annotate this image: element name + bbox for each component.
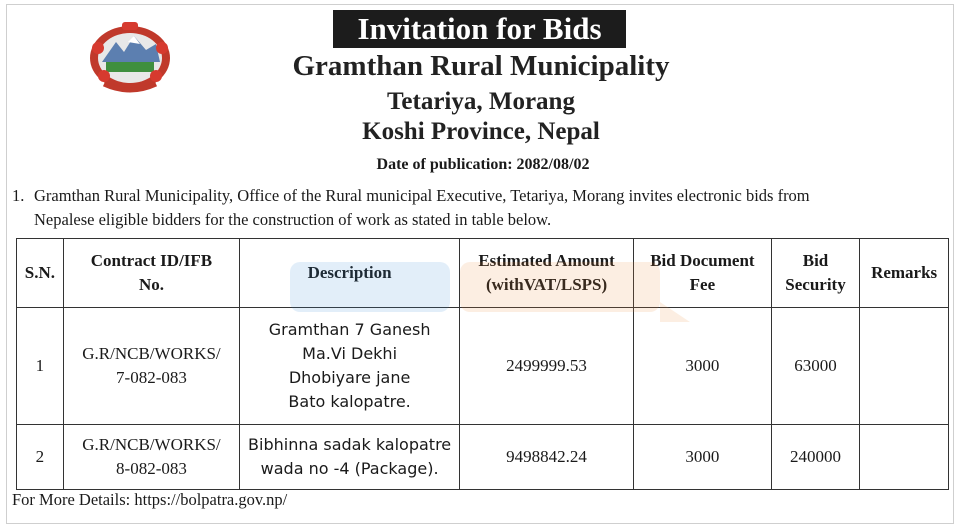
cell-fee: 3000: [634, 308, 772, 425]
table-row: [17, 308, 949, 425]
header-contract-id-line2: No.: [138, 275, 164, 294]
location-line-1: Tetariya, Morang: [387, 88, 575, 115]
cell-description-line: wada no -4 (Package).: [260, 459, 439, 478]
header-amount: [460, 239, 634, 308]
header-remarks: Remarks: [860, 239, 949, 308]
header-security-line2: Security: [785, 275, 846, 294]
cell-description: [240, 425, 460, 490]
cell-contract-id-line2: 8-082-083: [116, 459, 187, 478]
cell-security: 63000: [771, 308, 860, 425]
organization-name: Gramthan Rural Municipality: [292, 50, 670, 82]
cell-remarks: [860, 308, 949, 425]
cell-security: 240000: [771, 425, 860, 490]
header-contract-id: [63, 239, 239, 308]
cell-contract-id-line1: G.R/NCB/WORKS/: [82, 435, 221, 454]
cell-contract-id-line1: G.R/NCB/WORKS/: [82, 344, 221, 363]
header-security-line1: Bid: [802, 251, 829, 270]
cell-contract-id: [63, 308, 239, 425]
header-amount-line1: Estimated Amount: [478, 251, 615, 270]
publication-date: [0, 156, 962, 174]
cell-description-line: Ma.Vi Dekhi: [302, 344, 398, 363]
location-line-2: Koshi Province, Nepal: [362, 118, 600, 145]
header-amount-line2: (withVAT/LSPS): [485, 275, 608, 294]
publication-date-value: 2082/08/02: [516, 156, 590, 173]
publication-label: Date of publication:: [376, 156, 513, 173]
cell-sn: 2: [17, 425, 64, 490]
cell-description-line: Bato kalopatre.: [288, 392, 411, 411]
bids-table: [16, 238, 949, 490]
cell-contract-id-line2: 7-082-083: [116, 368, 187, 387]
cell-fee: 3000: [634, 425, 772, 490]
header-contract-id-line1: Contract ID/IFB: [90, 251, 213, 270]
table-row: [17, 425, 949, 490]
header-fee: [634, 239, 772, 308]
header-fee-line1: Bid Document: [650, 251, 755, 270]
intro-text-line1: Gramthan Rural Municipality, Office of the Rural municipal Executive, Tetariya, Morang invites electronic bids from: [34, 186, 810, 205]
cell-contract-id: [63, 425, 239, 490]
cell-amount: 9498842.24: [460, 425, 634, 490]
header-sn: S.N.: [17, 239, 64, 308]
cell-amount: 2499999.53: [460, 308, 634, 425]
intro-paragraph: [12, 184, 950, 232]
header-fee-line2: Fee: [689, 275, 716, 294]
cell-description-line: Gramthan 7 Ganesh: [268, 320, 431, 339]
intro-text-line2: Nepalese eligible bidders for the construction of work as stated in table below.: [34, 210, 552, 229]
table-header-row: [17, 239, 949, 308]
cell-sn: 1: [17, 308, 64, 425]
cell-description-line: Bibhinna sadak kalopatre: [248, 435, 452, 454]
intro-number: 1.: [12, 186, 25, 205]
banner-title: Invitation for Bids: [333, 10, 626, 48]
footer-details: For More Details: https://bolpatra.gov.np/: [12, 490, 288, 509]
header-description: Description: [240, 239, 460, 308]
cell-description: [240, 308, 460, 425]
header-security: [771, 239, 860, 308]
cell-description-line: Dhobiyare jane: [288, 368, 411, 387]
cell-remarks: [860, 425, 949, 490]
